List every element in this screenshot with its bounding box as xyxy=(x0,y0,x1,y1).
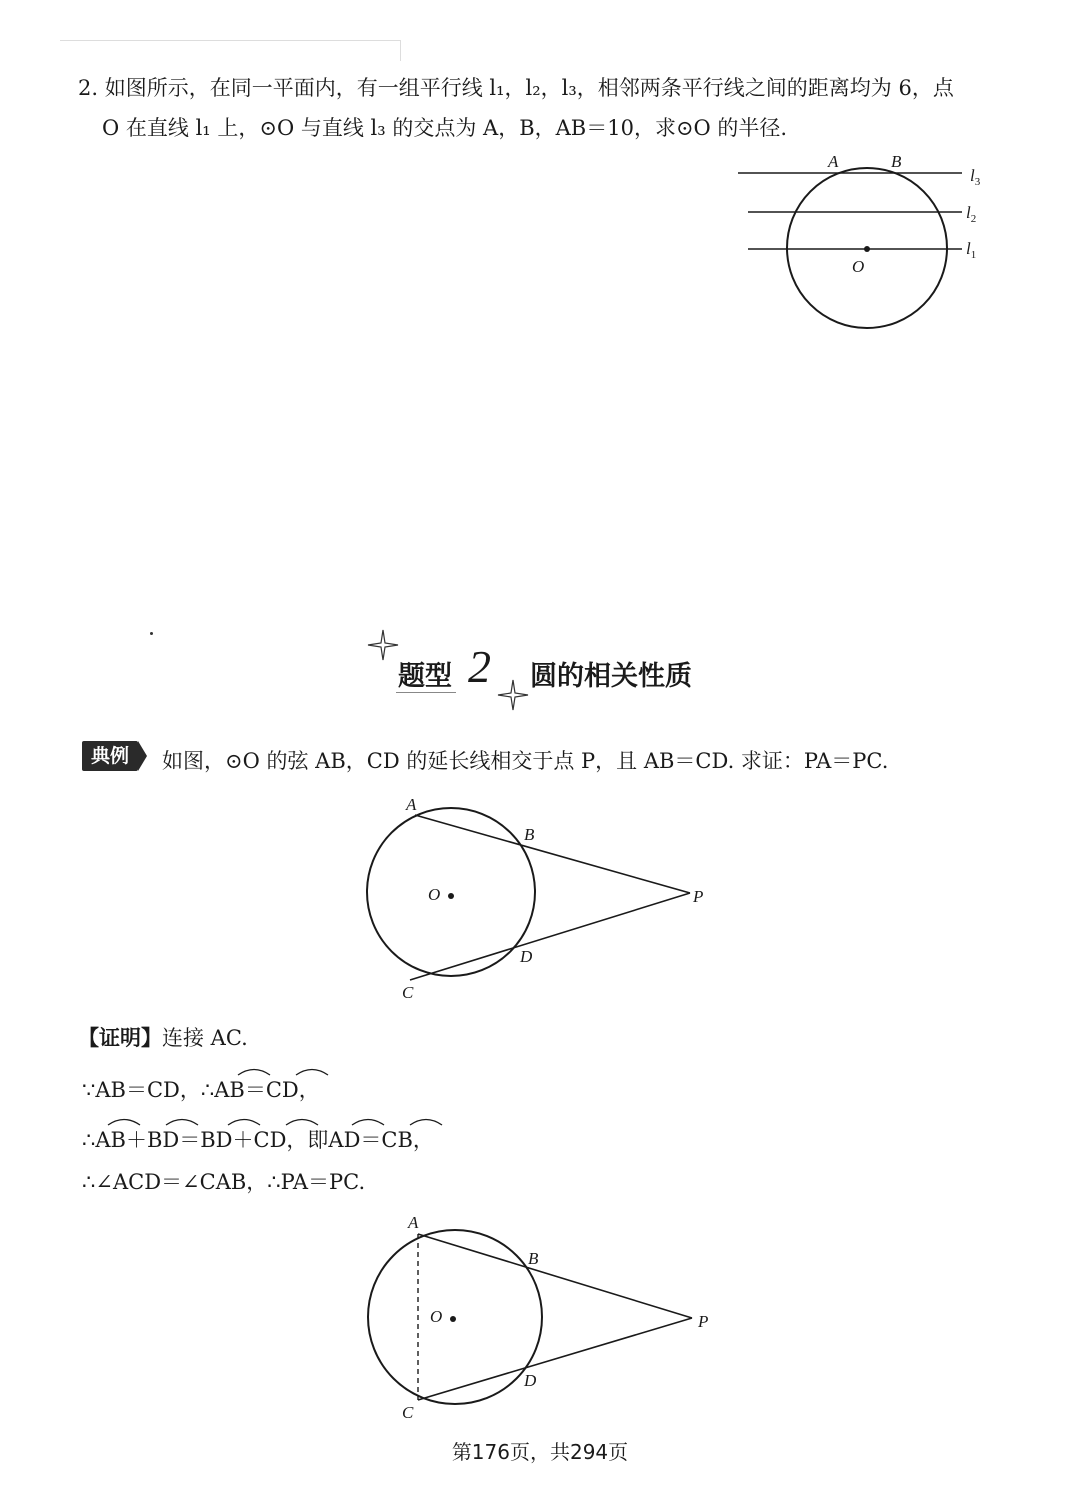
label-a: A xyxy=(408,1213,419,1232)
center-dot xyxy=(864,246,870,252)
line-ap xyxy=(415,815,690,893)
section-number: 2 xyxy=(468,641,491,692)
line-ap xyxy=(418,1234,692,1318)
page-footer: 第176页，共294页 xyxy=(451,1440,629,1464)
section-heading: 圆的相关性质 xyxy=(530,661,692,692)
label-o: O xyxy=(852,257,865,276)
line-cp xyxy=(410,893,690,980)
label-b: B xyxy=(891,152,902,171)
label-l3: $l_3$ xyxy=(970,166,981,188)
figure-chords-example xyxy=(360,790,720,1005)
figure-parallel-lines-circle xyxy=(730,145,1000,340)
label-d: D xyxy=(524,1371,537,1390)
proof-line-2: ∴AB＋BD＝BD＋CD，即AD＝CB， xyxy=(82,1128,434,1152)
problem-text-1: 如图所示，在同一平面内，有一组平行线 l₁，l₂，l₃，相邻两条平行线之间的距离均为 6，点 xyxy=(104,76,954,100)
dust-dot xyxy=(150,632,153,635)
center-dot xyxy=(448,893,454,899)
label-c: C xyxy=(402,1403,414,1422)
proof-label: 【证明】 xyxy=(78,1026,162,1050)
label-a: A xyxy=(406,795,417,814)
example-badge: 典例 xyxy=(82,741,138,771)
label-d: D xyxy=(520,947,533,966)
label-b: B xyxy=(524,825,535,844)
section-label: 题型 xyxy=(398,661,452,692)
sparkle-icon xyxy=(366,628,400,662)
label-a: A xyxy=(828,152,839,171)
problem-number: 2. xyxy=(78,76,99,100)
proof-line-3: ∴∠ACD＝∠CAB，∴PA＝PC. xyxy=(82,1170,366,1194)
line-cp xyxy=(418,1318,692,1400)
label-o: O xyxy=(428,885,441,904)
proof-step-0: 连接 AC. xyxy=(162,1026,248,1050)
circle-o xyxy=(367,808,535,976)
proof-line-1: ∵AB＝CD，∴AB＝CD， xyxy=(82,1078,320,1102)
label-l1: $l_1$ xyxy=(966,239,977,261)
problem-2-line-1 xyxy=(78,72,954,102)
center-dot xyxy=(450,1316,456,1322)
label-o: O xyxy=(430,1307,443,1326)
example-text: 如图，⊙O 的弦 AB，CD 的延长线相交于点 P，且 AB＝CD. 求证：PA＝PC. xyxy=(162,749,889,773)
problem-2-line-2: O 在直线 l₁ 上，⊙O 与直线 l₃ 的交点为 A，B，AB＝10，求⊙O 的半径. xyxy=(102,116,788,140)
title-underline xyxy=(396,692,456,693)
section-title xyxy=(380,640,720,696)
proof-line-0 xyxy=(78,1022,248,1052)
label-b: B xyxy=(528,1249,539,1268)
arc-marks xyxy=(0,1060,1080,1140)
label-p: P xyxy=(698,1312,709,1331)
label-p: P xyxy=(693,887,704,906)
figure-chords-proof xyxy=(360,1210,720,1425)
top-margin-line xyxy=(60,40,401,61)
sparkle-icon xyxy=(496,678,530,712)
label-l2: $l_2$ xyxy=(966,203,977,225)
label-c: C xyxy=(402,983,414,1002)
